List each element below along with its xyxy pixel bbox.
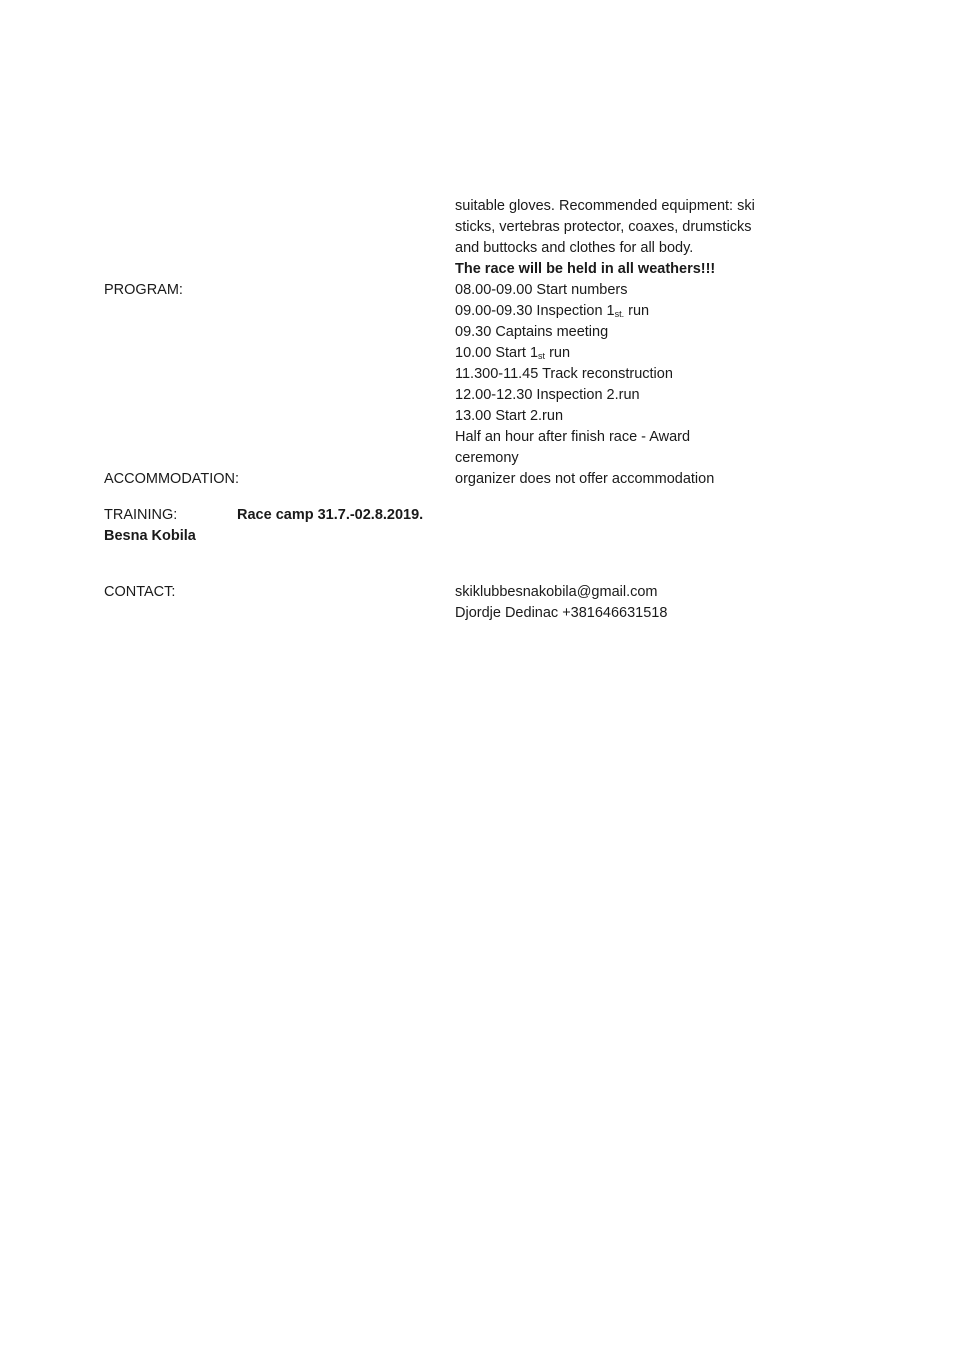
- program-item: 09.00-09.30 Inspection $1_{st.}$ run: [455, 303, 650, 319]
- training-value: Race camp 31.7.-02.8.2019.: [237, 507, 424, 523]
- program-item: 09.30 Captains meeting: [455, 324, 609, 340]
- equipment-line: suitable gloves. Recommended equipment: ski: [455, 198, 755, 214]
- program-item: ceremony: [455, 450, 519, 466]
- weather-notice: The race will be held in all weathers!!!: [455, 261, 716, 277]
- training-label: TRAINING:: [104, 507, 178, 523]
- equipment-line: sticks, vertebras protector, coaxes, drumsticks: [455, 219, 752, 235]
- program-item: 08.00-09.00 Start numbers: [455, 282, 628, 298]
- contact-label: CONTACT:: [104, 584, 176, 600]
- program-item: Half an hour after finish race - Award: [455, 429, 691, 445]
- program-item: 10.00 Start $1_{st}$ run: [455, 345, 571, 361]
- equipment-line: and buttocks and clothes for all body.: [455, 240, 694, 256]
- program-item: 11.300-11.45 Track reconstruction: [455, 366, 673, 382]
- ordinal-suffix: st: [538, 351, 546, 361]
- contact-person: Djordje Dedinac +381646631518: [455, 605, 668, 621]
- program-item: 12.00-12.30 Inspection 2.run: [455, 387, 640, 403]
- ordinal-suffix: st.: [614, 309, 625, 319]
- training-value-continued: Besna Kobila: [104, 528, 196, 544]
- program-label: PROGRAM:: [104, 282, 183, 298]
- contact-email[interactable]: skiklubbesnakobila@gmail.com: [455, 584, 658, 600]
- program-item: 13.00 Start 2.run: [455, 408, 564, 424]
- accommodation-value: organizer does not offer accommodation: [455, 471, 715, 487]
- accommodation-label: ACCOMMODATION:: [104, 471, 240, 487]
